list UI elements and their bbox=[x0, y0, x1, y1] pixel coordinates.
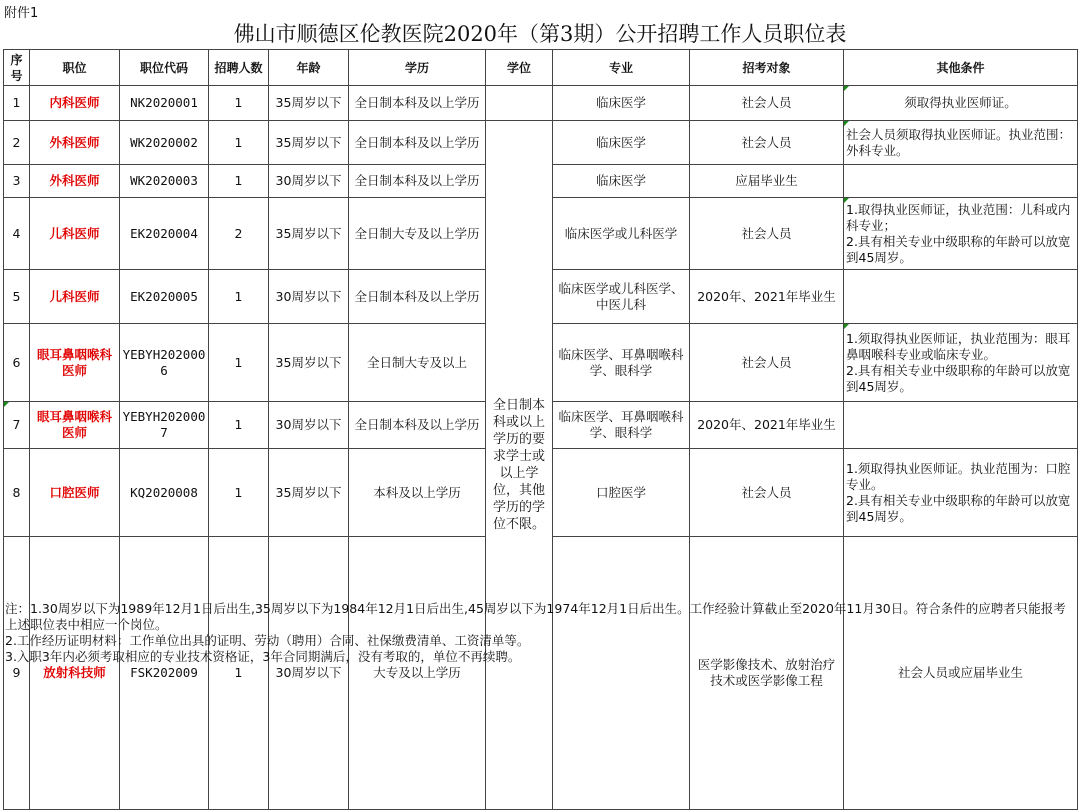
table-header-row bbox=[4, 50, 1078, 86]
cell-age: 30周岁以下 bbox=[269, 537, 349, 810]
cell-count: 2 bbox=[209, 198, 269, 270]
cell-position: 眼耳鼻咽喉科医师 bbox=[30, 402, 120, 449]
header-count: 招聘人数 bbox=[209, 50, 269, 86]
cell-degree bbox=[486, 86, 553, 121]
cell-other bbox=[844, 270, 1078, 324]
header-code: 职位代码 bbox=[120, 50, 209, 86]
cell-degree bbox=[553, 537, 690, 810]
header-no: 序号 bbox=[4, 50, 30, 86]
header-target: 招考对象 bbox=[690, 50, 844, 86]
header-major: 专业 bbox=[553, 50, 690, 86]
cell-code: EK2020005 bbox=[120, 270, 209, 324]
cell-education: 全日制大专及以上学历 bbox=[349, 198, 486, 270]
cell-major: 口腔医学 bbox=[553, 449, 690, 537]
cell-no: 9 bbox=[4, 537, 30, 810]
cell-degree-merged: 全日制本科或以上学历的要求学士或以上学位，其他学历的学位不限。 bbox=[486, 121, 553, 810]
cell-count: 1 bbox=[209, 449, 269, 537]
cell-age: 30周岁以下 bbox=[269, 165, 349, 198]
cell-target: 社会人员 bbox=[690, 121, 844, 165]
cell-education: 大专及以上学历 bbox=[349, 537, 486, 810]
attachment-label: 附件1 bbox=[4, 6, 39, 21]
cell-education: 本科及以上学历 bbox=[349, 449, 486, 537]
table-row bbox=[4, 121, 1078, 165]
cell-target: 社会人员 bbox=[690, 198, 844, 270]
cell-major: 临床医学 bbox=[553, 121, 690, 165]
cell-no: 2 bbox=[4, 121, 30, 165]
cell-other: 1.取得执业医师证，执业范围：儿科或内科专业； 2.具有相关专业中级职称的年龄可以放宽到45周岁。 bbox=[844, 198, 1078, 270]
cell-count: 1 bbox=[209, 270, 269, 324]
cell-target: 社会人员 bbox=[690, 449, 844, 537]
cell-count: 1 bbox=[209, 537, 269, 810]
cell-no: 8 bbox=[4, 449, 30, 537]
cell-other: 1.须取得执业医师证。执业范围为：口腔专业。 2.具有相关专业中级职称的年龄可以放宽到45周岁。 bbox=[844, 449, 1078, 537]
cell-no: 3 bbox=[4, 165, 30, 198]
cell-major: 临床医学 bbox=[553, 165, 690, 198]
cell-code: NK2020001 bbox=[120, 86, 209, 121]
header-degree: 学位 bbox=[486, 50, 553, 86]
cell-code: YEBYH2020007 bbox=[120, 402, 209, 449]
cell-major: 医学影像技术、放射治疗技术或医学影像工程 bbox=[690, 537, 844, 810]
cell-position: 外科医师 bbox=[30, 121, 120, 165]
cell-major: 临床医学或儿科医学 bbox=[553, 198, 690, 270]
cell-education: 全日制本科及以上学历 bbox=[349, 121, 486, 165]
cell-position: 儿科医师 bbox=[30, 198, 120, 270]
notes bbox=[5, 601, 1075, 665]
cell-education: 全日制本科及以上学历 bbox=[349, 86, 486, 121]
cell-age: 35周岁以下 bbox=[269, 121, 349, 165]
cell-other: 社会人员须取得执业医师证。执业范围：外科专业。 bbox=[844, 121, 1078, 165]
cell-position: 外科医师 bbox=[30, 165, 120, 198]
cell-target: 2020年、2021年毕业生 bbox=[690, 402, 844, 449]
cell-age: 35周岁以下 bbox=[269, 324, 349, 402]
note-3: 3.入职3年内必须考取相应的专业技术资格证，3年合同期满后，没有考取的，单位不再续聘。 bbox=[5, 649, 521, 664]
cell-age: 30周岁以下 bbox=[269, 270, 349, 324]
cell-count: 1 bbox=[209, 402, 269, 449]
cell-other bbox=[844, 165, 1078, 198]
cell-target: 2020年、2021年毕业生 bbox=[690, 270, 844, 324]
cell-other bbox=[844, 402, 1078, 449]
cell-count: 1 bbox=[209, 86, 269, 121]
note-1: 注：1.30周岁以下为1989年12月1日后出生,35周岁以下为1984年12月1日后出生,45周岁以下为1974年12月1日后出生。工作经验计算截止至2020年11月30日。符合条件的应聘者只能报考上述职位表中相应一个岗位。 bbox=[5, 601, 1066, 632]
cell-code: WK2020002 bbox=[120, 121, 209, 165]
cell-no: 1 bbox=[4, 86, 30, 121]
cell-position: 口腔医师 bbox=[30, 449, 120, 537]
table-row bbox=[4, 86, 1078, 121]
cell-position: 眼耳鼻咽喉科医师 bbox=[30, 324, 120, 402]
cell-code: KQ2020008 bbox=[120, 449, 209, 537]
cell-position: 儿科医师 bbox=[30, 270, 120, 324]
cell-other: 须取得执业医师证。 bbox=[844, 86, 1078, 121]
cell-other: 1.须取得执业医师证，执业范围为：眼耳鼻咽喉科专业或临床专业。 2.具有相关专业中级职称的年龄可以放宽到45周岁。 bbox=[844, 324, 1078, 402]
cell-major: 临床医学、耳鼻咽喉科学、眼科学 bbox=[553, 402, 690, 449]
header-position: 职位 bbox=[30, 50, 120, 86]
header-other: 其他条件 bbox=[844, 50, 1078, 86]
header-age: 年龄 bbox=[269, 50, 349, 86]
cell-education: 全日制本科及以上学历 bbox=[349, 165, 486, 198]
cell-target: 社会人员 bbox=[690, 324, 844, 402]
cell-major: 临床医学、耳鼻咽喉科学、眼科学 bbox=[553, 324, 690, 402]
cell-code: FSK202009 bbox=[120, 537, 209, 810]
cell-code: WK2020003 bbox=[120, 165, 209, 198]
cell-education: 全日制本科及以上学历 bbox=[349, 402, 486, 449]
cell-no: 5 bbox=[4, 270, 30, 324]
cell-code: YEBYH2020006 bbox=[120, 324, 209, 402]
cell-education: 全日制大专及以上 bbox=[349, 324, 486, 402]
cell-position: 放射科技师 bbox=[30, 537, 120, 810]
cell-no: 7 bbox=[4, 402, 30, 449]
note-2: 2.工作经历证明材料：工作单位出具的证明、劳动（聘用）合同、社保缴费清单、工资清单等。 bbox=[5, 633, 530, 648]
cell-major: 临床医学 bbox=[553, 86, 690, 121]
cell-target: 社会人员 bbox=[690, 86, 844, 121]
cell-count: 1 bbox=[209, 324, 269, 402]
cell-no: 4 bbox=[4, 198, 30, 270]
cell-position: 内科医师 bbox=[30, 86, 120, 121]
cell-age: 30周岁以下 bbox=[269, 402, 349, 449]
cell-target: 社会人员或应届毕业生 bbox=[844, 537, 1078, 810]
cell-education: 全日制本科及以上学历 bbox=[349, 270, 486, 324]
cell-target: 应届毕业生 bbox=[690, 165, 844, 198]
cell-age: 35周岁以下 bbox=[269, 86, 349, 121]
cell-age: 35周岁以下 bbox=[269, 449, 349, 537]
cell-age: 35周岁以下 bbox=[269, 198, 349, 270]
cell-code: EK2020004 bbox=[120, 198, 209, 270]
positions-table bbox=[3, 49, 1078, 810]
cell-no: 6 bbox=[4, 324, 30, 402]
cell-count: 1 bbox=[209, 121, 269, 165]
page-title: 佛山市顺德区伦教医院2020年（第3期）公开招聘工作人员职位表 bbox=[233, 22, 847, 46]
cell-count: 1 bbox=[209, 165, 269, 198]
cell-major: 临床医学或儿科医学、中医儿科 bbox=[553, 270, 690, 324]
header-education: 学历 bbox=[349, 50, 486, 86]
